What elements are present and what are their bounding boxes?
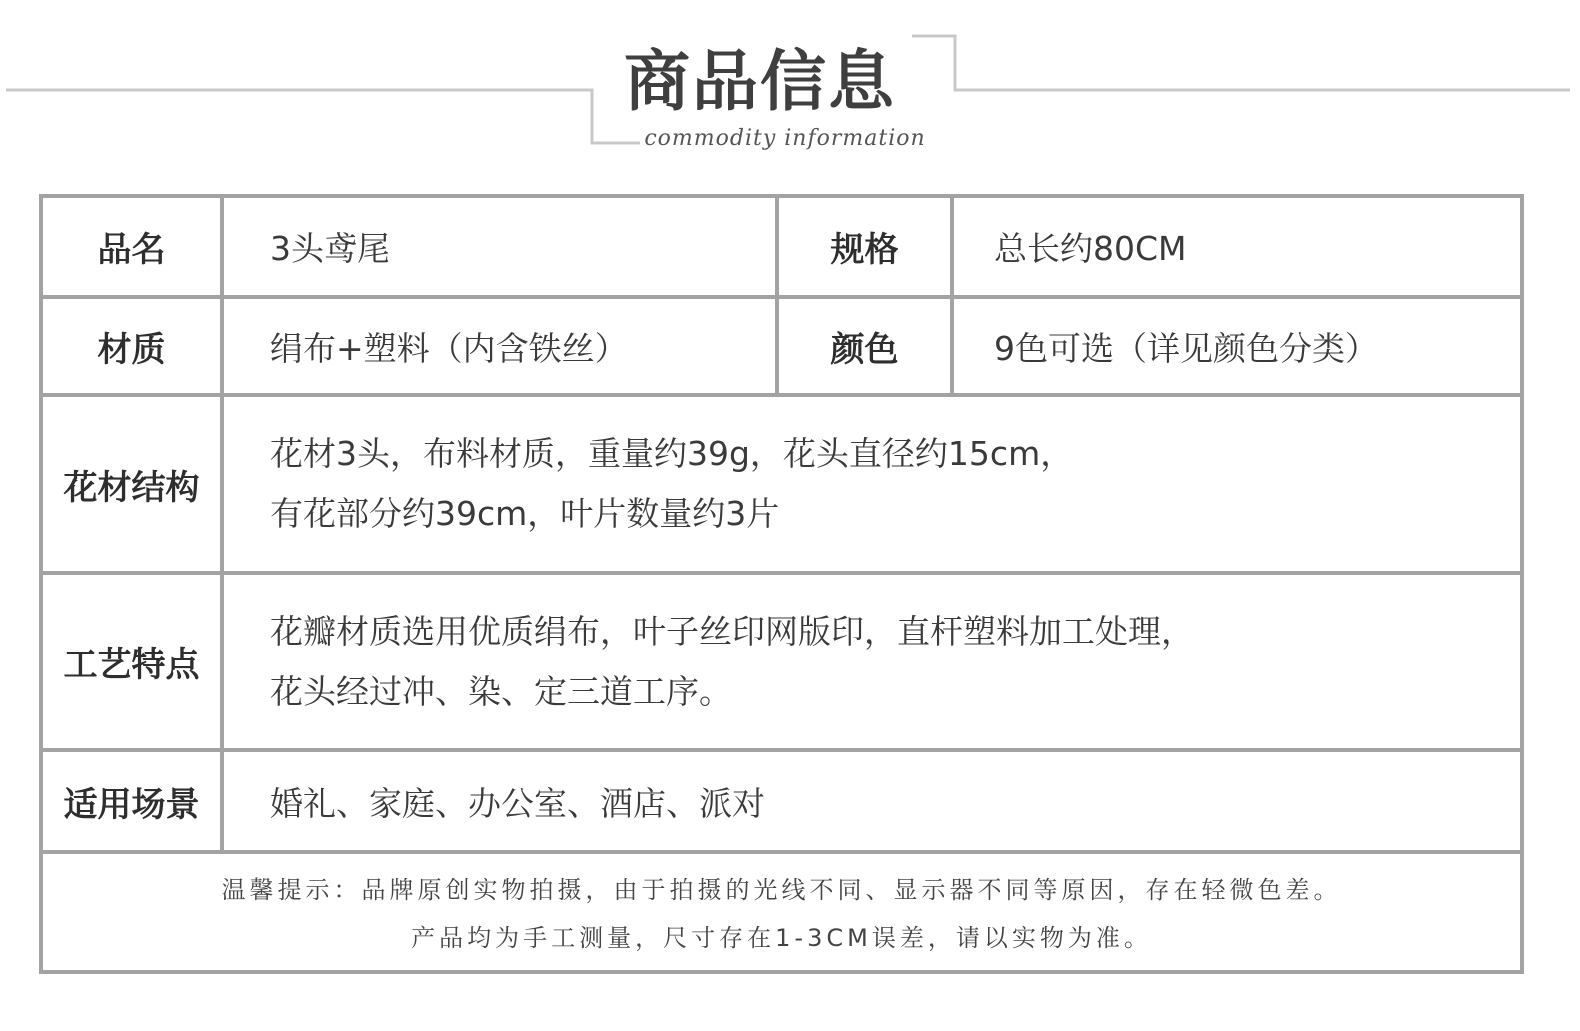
spec-row-scene <box>43 752 1520 854</box>
size-label: 规格 <box>779 198 954 295</box>
structure-line: 有花部分约39cm，叶片数量约3片 <box>270 494 780 533</box>
spec-row-structure <box>43 397 1520 575</box>
page-title: 商品信息 <box>624 43 896 120</box>
header-banner <box>0 0 1580 180</box>
structure-value <box>224 397 1520 571</box>
scene-value: 婚礼、家庭、办公室、酒店、派对 <box>270 783 765 823</box>
material-label: 材质 <box>43 299 224 393</box>
notice-text <box>43 866 1520 962</box>
spec-row-name <box>43 198 1520 299</box>
spec-table <box>39 194 1524 974</box>
notice-line: 产品均为手工测量，尺寸存在1-3CM误差，请以实物为准。 <box>411 924 1152 952</box>
name-value: 3头鸢尾 <box>224 198 779 295</box>
scene-label: 适用场景 <box>43 752 224 850</box>
spec-row-craft <box>43 575 1520 752</box>
color-label: 颜色 <box>779 299 954 393</box>
size-value: 总长约80CM <box>994 229 1187 268</box>
page-subtitle: commodity information <box>644 126 926 151</box>
material-value: 绢布+塑料（内含铁丝） <box>224 299 779 393</box>
craft-line: 花头经过冲、染、定三道工序。 <box>270 671 732 711</box>
craft-line: 花瓣材质选用优质绢布，叶子丝印网版印，直杆塑料加工处理， <box>270 611 1194 651</box>
craft-label: 工艺特点 <box>43 575 224 748</box>
spec-row-material <box>43 299 1520 397</box>
name-label: 品名 <box>43 198 224 295</box>
structure-line: 花材3头，布料材质，重量约39g，花头直径约15cm， <box>270 434 1074 473</box>
color-value: 9色可选（详见颜色分类） <box>994 328 1378 368</box>
structure-label: 花材结构 <box>43 397 224 571</box>
notice-line: 温馨提示：品牌原创实物拍摄，由于拍摄的光线不同、显示器不同等原因，存在轻微色差。 <box>221 876 1342 904</box>
craft-value <box>224 575 1520 748</box>
